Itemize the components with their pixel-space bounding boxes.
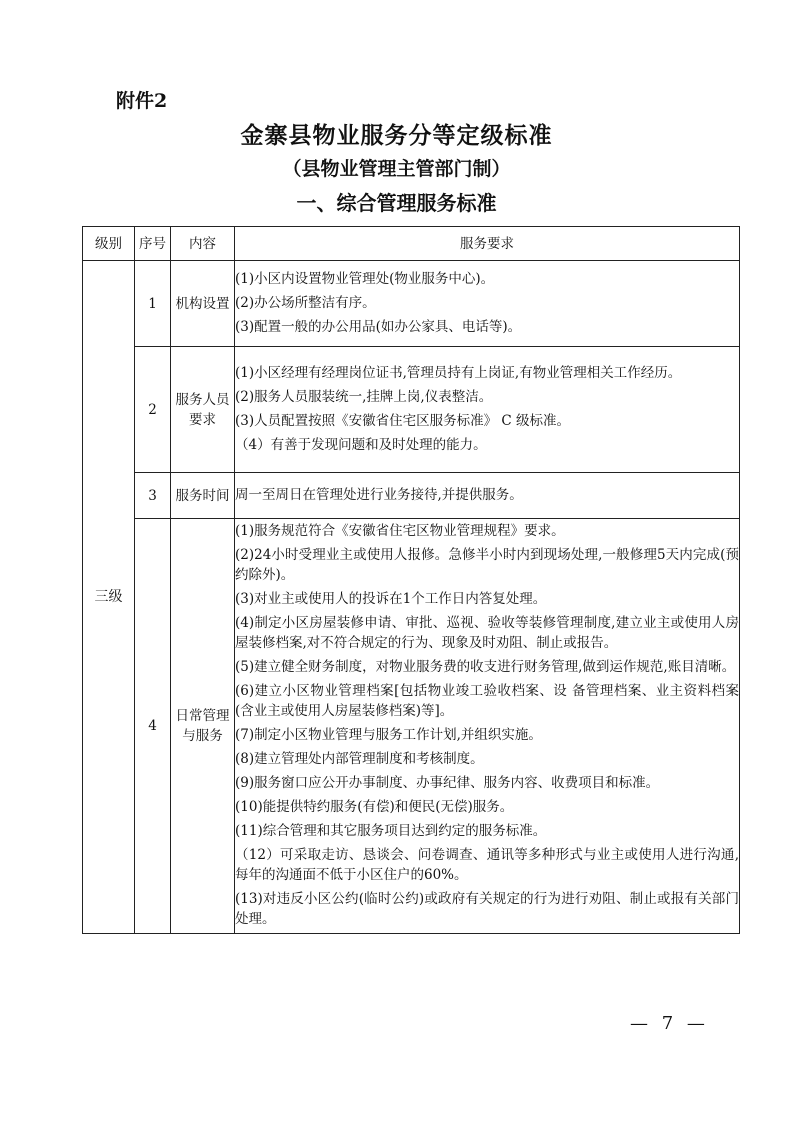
requirement-item: (11)综合管理和其它服务项目达到约定的服务标准。 xyxy=(235,823,547,839)
row-requirements xyxy=(235,347,740,473)
header-requirements: 服务要求 xyxy=(235,227,740,261)
header-number: 序号 xyxy=(135,227,171,261)
requirement-item: (3)配置一般的办公用品(如办公家具、电话等)。 xyxy=(235,318,522,335)
row-requirements xyxy=(235,261,740,347)
requirement-item: (8)建立管理处内部管理制度和考核制度。 xyxy=(235,751,484,767)
attachment-label: 附件2 xyxy=(116,90,168,112)
requirement-item: (3)人员配置按照《安徽省住宅区服务标准》 C 级标准。 xyxy=(235,412,571,429)
row-number: 1 xyxy=(135,261,171,347)
requirement-item: (2)服务人员服装统一,挂牌上岗,仪表整洁。 xyxy=(235,388,493,405)
row-content: 日常管理与服务 xyxy=(171,519,235,934)
standards-table xyxy=(82,226,740,934)
table-header-row xyxy=(83,227,740,261)
requirement-item: (3)对业主或使用人的投诉在1个工作日内答复处理。 xyxy=(235,591,547,607)
requirement-item: (5)建立健全财务制度，对物业服务费的收支进行财务管理,做到运作规范,账目清晰。 xyxy=(235,659,736,675)
row-number: 4 xyxy=(135,519,171,934)
row-number: 2 xyxy=(135,347,171,473)
requirement-item: (2)24小时受理业主或使用人报修。急修半小时内到现场处理,一般修理5天内完成(预约除外)。 xyxy=(235,547,739,583)
requirement-item: (2)办公场所整洁有序。 xyxy=(235,294,376,311)
requirement-item: （4）有善于发现问题和及时处理的能力。 xyxy=(235,436,487,453)
requirement-item: (6)建立小区物业管理档案[包括物业竣工验收档案、设 备管理档案、业主资料档案(含业主或使用人房屋装修档案)等]。 xyxy=(235,683,739,719)
row-requirements xyxy=(235,519,740,934)
requirement-item: (9)服务窗口应公开办事制度、办事纪律、服务内容、收费项目和标准。 xyxy=(235,775,660,791)
requirement-item: (1)小区经理有经理岗位证书,管理员持有上岗证,有物业管理相关工作经历。 xyxy=(235,364,682,381)
row-number: 3 xyxy=(135,473,171,519)
table-row xyxy=(83,519,740,934)
requirement-item: (1)服务规范符合《安徽省住宅区物业管理规程》要求。 xyxy=(235,523,565,539)
requirement-item: (7)制定小区物业管理与服务工作计划,并组织实施。 xyxy=(235,727,542,743)
section-heading: 一、综合管理服务标准 xyxy=(296,191,497,215)
row-content: 服务人员要求 xyxy=(171,347,235,473)
requirement-item: 周一至周日在管理处进行业务接待,并提供服务。 xyxy=(235,486,523,503)
row-content: 服务时间 xyxy=(171,473,235,519)
requirement-item: (10)能提供特约服务(有偿)和便民(无偿)服务。 xyxy=(235,799,514,815)
row-content: 机构设置 xyxy=(171,261,235,347)
header-content: 内容 xyxy=(171,227,235,261)
document-title: 金寨县物业服务分等定级标准 xyxy=(240,122,553,149)
level-cell: 三级 xyxy=(83,261,135,934)
page-number: — 7 — xyxy=(630,1013,709,1034)
requirement-item: (1)小区内设置物业管理处(物业服务中心)。 xyxy=(235,270,495,287)
row-requirements xyxy=(235,473,740,519)
requirement-item: （12）可采取走访、恳谈会、问卷调查、通讯等多种形式与业主或使用人进行沟通,每年的沟通面不低于小区住户的60%。 xyxy=(235,847,739,883)
table-row xyxy=(83,347,740,473)
table-row xyxy=(83,473,740,519)
header-level: 级别 xyxy=(83,227,135,261)
requirement-item: (4)制定小区房屋装修申请、审批、巡视、验收等装修管理制度,建立业主或使用人房屋装修档案,对不符合规定的行为、现象及时劝阻、制止或报告。 xyxy=(235,615,739,651)
table-row xyxy=(83,261,740,347)
document-subtitle: （县物业管理主管部门制） xyxy=(282,158,511,180)
requirement-item: (13)对违反小区公约(临时公约)或政府有关规定的行为进行劝阻、制止或报有关部门处理。 xyxy=(235,891,739,927)
